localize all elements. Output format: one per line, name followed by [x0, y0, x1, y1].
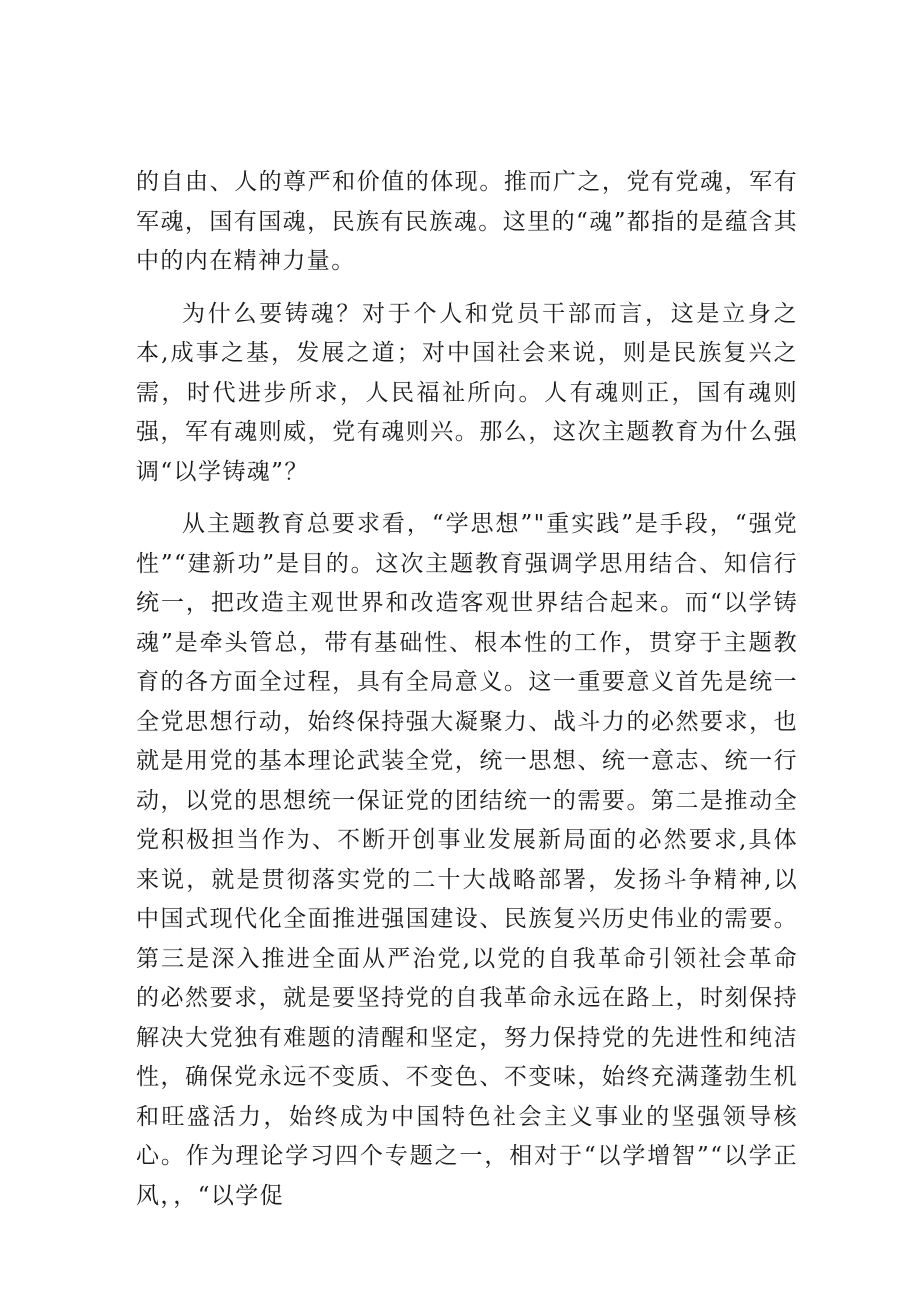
- paragraph-1: 的自由、人的尊严和价值的体现。推而广之，党有党魂，军有军魂，国有国魂，民族有民族魂。这里的“魂”都指的是蕴含其中的内在精神力量。: [136, 169, 798, 274]
- document-body: [136, 163, 798, 1229]
- paragraph-2: 为什么要铸魂？对于个人和党员干部而言，这是立身之本,成事之基，发展之道；对中国社会来说，则是民族复兴之需，时代进步所求，人民福祉所向。人有魂则正，国有魂则强，军有魂则威，党有魂则兴。那么，这次主题教育为什么强调“以学铸魂”？: [136, 300, 798, 485]
- paragraph-3: 从主题教育总要求看，“学思想”"重实践”是手段，“强党性”“建新功”是目的。这次主题教育强调学思用结合、知信行统一，把改造主观世界和改造客观世界结合起来。而“以学铸魂”是牵头管总，带有基础性、根本性的工作，贯穿于主题教育的各方面全过程，具有全局意义。这一重要意义首先是统一全党思想行动，始终保持强大凝聚力、战斗力的必然要求，也就是用党的基本理论武装全党，统一思想、统一意志、统一行动，以党的思想统一保证党的团结统一的需要。第二是推动全党积极担当作为、不断开创事业发展新局面的必然要求,具体来说，就是贯彻落实党的二十大战略部署，发扬斗争精神,以中国式现代化全面推进强国建设、民族复兴历史伟业的需要。第三是深入推进全面从严治党,以党的自我革命引领社会革命的必然要求，就是要坚持党的自我革命永远在路上，时刻保持解决大党独有难题的清醒和坚定，努力保持党的先进性和纯洁性，确保党永远不变质、不变色、不变味，始终充满蓬勃生机和旺盛活力，始终成为中国特色社会主义事业的坚强领导核心。作为理论学习四个专题之一，相对于“以学增智”“以学正风，，“以学促: [136, 511, 798, 1209]
